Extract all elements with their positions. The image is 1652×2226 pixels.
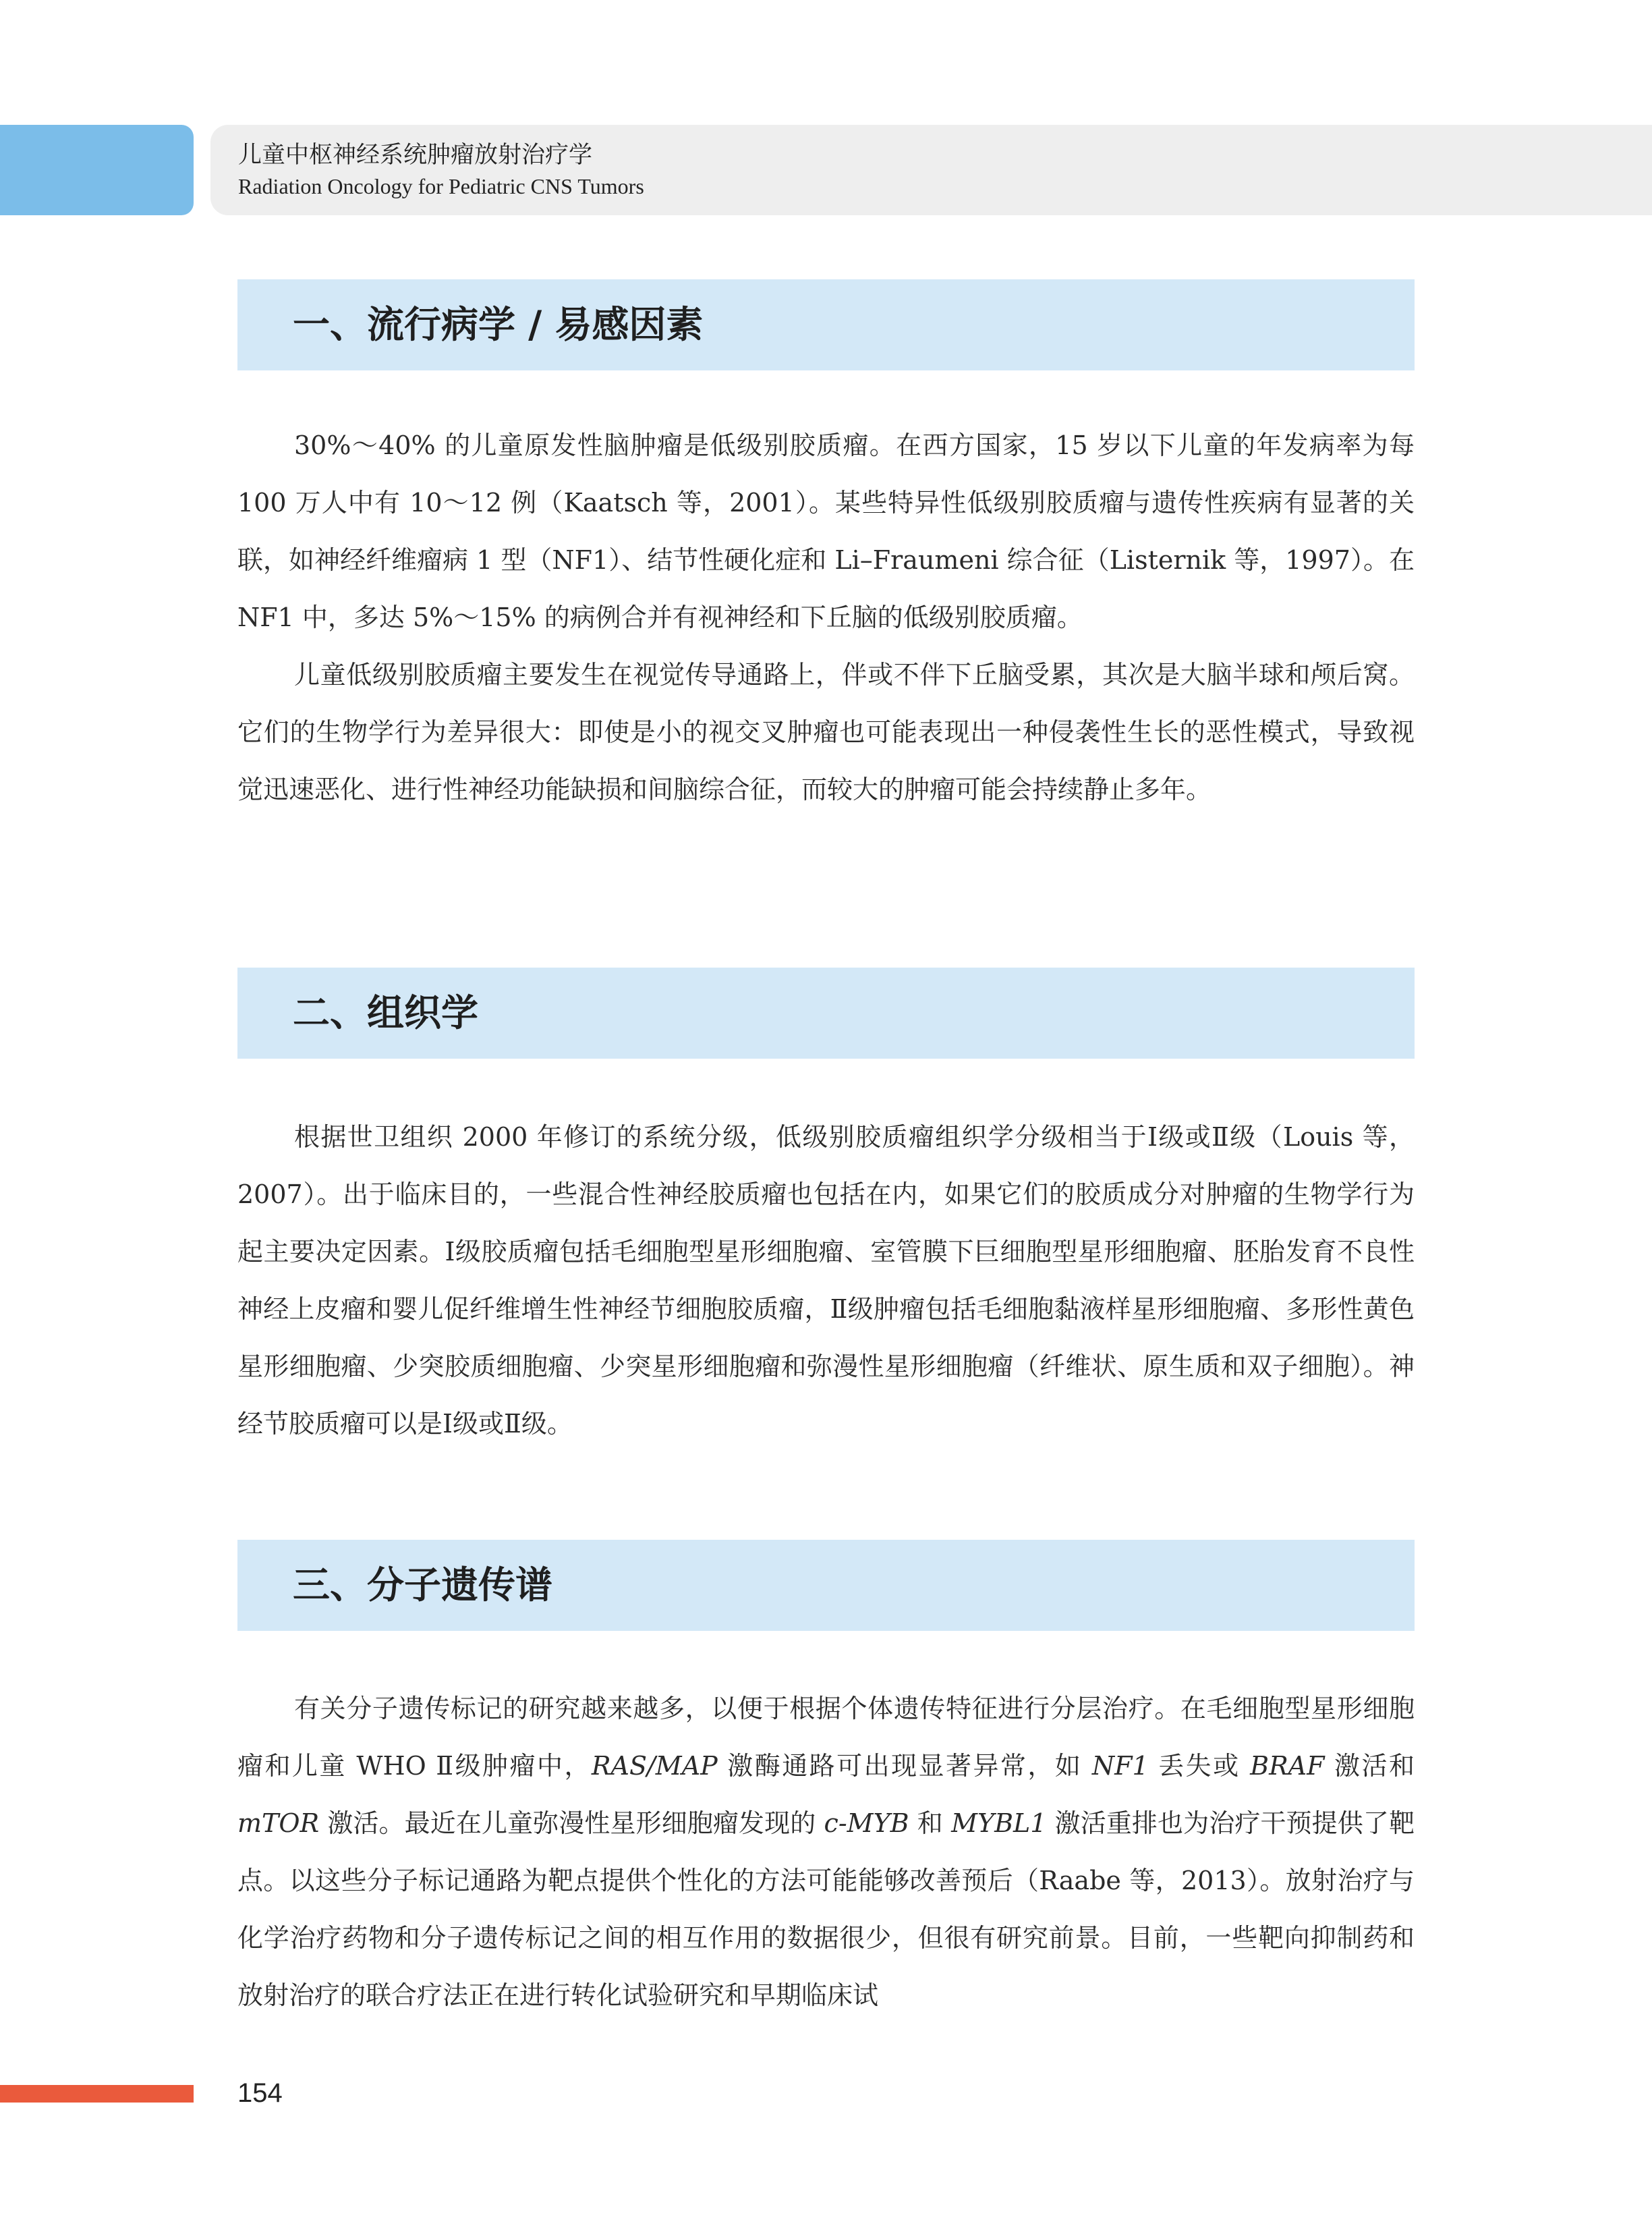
gene-name-italic: mTOR bbox=[237, 1808, 320, 1838]
gene-name-italic: RAS/MAP bbox=[591, 1751, 718, 1781]
section-heading-bar-epidemiology bbox=[237, 279, 1415, 370]
gene-name-italic: NF1 bbox=[1091, 1751, 1149, 1781]
paragraph-epidemiology-2: 儿童低级别胶质瘤主要发生在视觉传导通路上，伴或不伴下丘脑受累，其次是大脑半球和颅后窝。它们的生物学行为差异很大：即使是小的视交叉肿瘤也可能表现出一种侵袭性生长的恶性模式，导致视觉迅速恶化、进行性神经功能缺损和间脑综合征，而较大的肿瘤可能会持续静止多年。 bbox=[237, 660, 1415, 804]
section-heading-bar-histology bbox=[237, 968, 1415, 1059]
section-heading-bar-molecular-genetics bbox=[237, 1540, 1415, 1631]
header-color-tab bbox=[0, 125, 194, 215]
text-run: 激活和 bbox=[1324, 1751, 1415, 1781]
section-heading-histology: 二、组织学 bbox=[293, 991, 479, 1034]
footer-accent-bar bbox=[0, 2085, 194, 2103]
text-run: 激活重排也为治疗干预提供了靶点。以这些分子标记通路为靶点提供个性化的方法可能能够改善预后（Raabe 等，2013）。放射治疗与化学治疗药物和分子遗传标记之间的相互作用的数据很少，但很有研究前景。目前，一些靶向抑制药和放射治疗的联合疗法正在进行转化试验研究和早期临床试 bbox=[237, 1808, 1415, 2010]
paragraph-molecular-genetics bbox=[237, 1680, 1415, 2024]
paragraph-histology: 根据世卫组织 2000 年修订的系统分级，低级别胶质瘤组织学分级相当于Ⅰ级或Ⅱ级（Louis 等，2007）。出于临床目的，一些混合性神经胶质瘤也包括在内，如果它们的胶质成分对肿瘤的生物学行为起主要决定因素。Ⅰ级胶质瘤包括毛细胞型星形细胞瘤、室管膜下巨细胞型星形细胞瘤、胚胎发育不良性神经上皮瘤和婴儿促纤维增生性神经节细胞胶质瘤，Ⅱ级肿瘤包括毛细胞黏液样星形细胞瘤、多形性黄色星形细胞瘤、少突胶质细胞瘤、少突星形细胞瘤和弥漫性星形细胞瘤（纤维状、原生质和双子细胞）。神经节胶质瘤可以是Ⅰ级或Ⅱ级。 bbox=[237, 1122, 1415, 1439]
text-run: 有关分子遗传标记的研究越来越多，以便于根据个体遗传特征进行分层治疗。在毛细胞型星形细胞瘤和儿童 WHO Ⅱ级肿瘤中， bbox=[237, 1694, 1415, 1781]
section-heading-molecular-genetics: 三、分子遗传谱 bbox=[293, 1563, 553, 1607]
text-run: 丢失或 bbox=[1148, 1751, 1251, 1781]
text-run: 激酶通路可出现显著异常，如 bbox=[717, 1751, 1092, 1781]
gene-name-italic: c-MYB bbox=[824, 1808, 909, 1838]
book-title-english: Radiation Oncology for Pediatric CNS Tumors bbox=[238, 174, 644, 198]
gene-name-italic: BRAF bbox=[1250, 1751, 1325, 1781]
page-number: 154 bbox=[237, 2078, 283, 2108]
gene-name-italic: MYBL1 bbox=[951, 1808, 1047, 1838]
text-run: 激活。最近在儿童弥漫性星形细胞瘤发现的 bbox=[319, 1808, 824, 1838]
book-title-chinese: 儿童中枢神经系统肿瘤放射治疗学 bbox=[238, 142, 593, 169]
text-run: 和 bbox=[909, 1808, 952, 1838]
section-heading-epidemiology: 一、流行病学 / 易感因素 bbox=[293, 303, 704, 346]
paragraph-epidemiology-1: 30%～40% 的儿童原发性脑肿瘤是低级别胶质瘤。在西方国家，15 岁以下儿童的年发病率为每 100 万人中有 10～12 例（Kaatsch 等，2001）。某些特异性低级别胶质瘤与遗传性疾病有显著的关联，如神经纤维瘤病 1 型（NF1）、结节性硬化症和 Li–Fraumeni 综合征（Listernik 等，1997）。在 NF1 中，多达 5%～15% 的病例合并有视神经和下丘脑的低级别胶质瘤。 bbox=[237, 430, 1415, 632]
